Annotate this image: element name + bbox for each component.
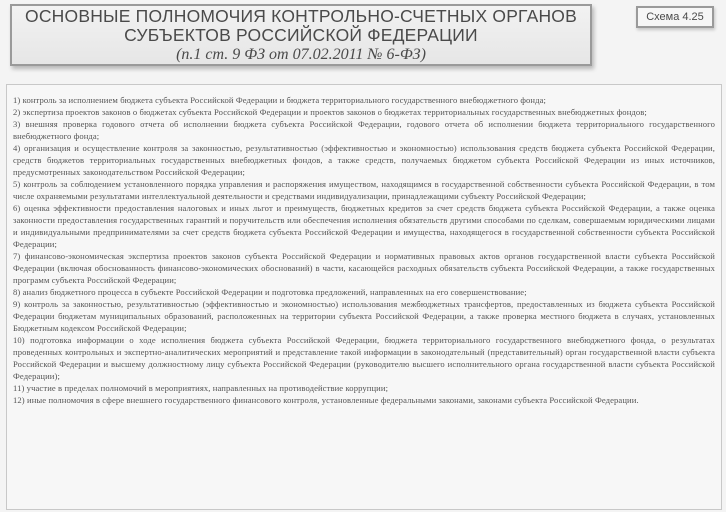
list-item: 7) финансово-экономическая экспертиза проектов законов субъекта Российской Федерации и нормативных правовых актов органов государственной власти субъекта Российской Федерации (включая обоснованность финансово-экономических обоснований) в части, касающейся расходных обязательств субъекта Российской Федерации, а также государственных программ субъекта Российской Федерации; xyxy=(13,251,715,285)
list-item: 12) иные полномочия в сфере внешнего государственного финансового контроля, установленные федеральными законами, законами субъекта Российской Федерации. xyxy=(13,395,639,405)
title-box xyxy=(10,4,592,66)
page-title-line-1: ОСНОВНЫЕ ПОЛНОМОЧИЯ КОНТРОЛЬНО-СЧЕТНЫХ ОРГАНОВ xyxy=(25,6,577,26)
list-item: 8) анализ бюджетного процесса в субъекте Российской Федерации и подготовка предложений, направленных на его совершенствование; xyxy=(13,287,527,297)
list-item: 6) оценка эффективности предоставления налоговых и иных льгот и преимуществ, бюджетных кредитов за счет средств бюджета субъекта Российской Федерации, а также оценка законности предоставления государственных гарантий и поручительств или обеспечения исполнения обязательств другими способами по сделкам, совершаемым юридическими лицами и индивидуальными предпринимателями за счет средств бюджета субъекта Российской Федерации и имущества, находящегося в государственной собственности субъекта Российской Федерации; xyxy=(13,203,715,249)
list-item: 11) участие в пределах полномочий в мероприятиях, направленных на противодействие коррупции; xyxy=(13,383,389,393)
page-title-law-reference: (п.1 ст. 9 ФЗ от 07.02.2011 № 6-ФЗ) xyxy=(176,46,426,63)
list-item: 2) экспертиза проектов законов о бюджетах субъекта Российской Федерации и проектов законов о бюджетах территориальных государственных внебюджетных фондов; xyxy=(13,107,647,117)
list-item: 9) контроль за законностью, результативностью (эффективностью и экономностью) использования межбюджетных трансфертов, предоставленных из бюджета субъекта Российской Федерации бюджетам муниципальных образований, расположенных на территории субъекта Российской Федерации, а также проверка местного бюджета в случаях, установленных Бюджетным кодексом Российской Федерации; xyxy=(13,299,715,333)
page-title-line-2: СУБЪЕКТОВ РОССИЙСКОЙ ФЕДЕРАЦИИ xyxy=(124,25,478,45)
scheme-label: Схема 4.25 xyxy=(636,6,714,28)
list-item: 3) внешняя проверка годового отчета об исполнении бюджета субъекта Российской Федерации, годового отчета об исполнении бюджета территориального государственного внебюджетного фонда; xyxy=(13,119,715,141)
powers-list xyxy=(6,84,722,510)
list-item: 4) организация и осуществление контроля за законностью, результативностью (эффективностью и экономностью) использования средств бюджета субъекта Российской Федерации, средств бюджетов территориальных государственных внебюджетных фондов, а также средств, получаемых бюджетом субъекта Российской Федерации из иных источников, предусмотренных законодательством Российской Федерации; xyxy=(13,143,715,177)
list-item: 1) контроль за исполнением бюджета субъекта Российской Федерации и бюджета территориального государственного внебюджетного фонда; xyxy=(13,95,546,105)
list-item: 10) подготовка информации о ходе исполнения бюджета субъекта Российской Федерации, бюджета территориального государственного внебюджетного фонда, о результатах проведенных контрольных и экспертно-аналитических мероприятий и представление такой информации в законодательный (представительный) орган государственной власти субъекта Российской Федерации и высшему должностному лицу субъекта Российской Федерации (руководителю высшего исполнительного органа государственной власти субъекта Российской Федерации); xyxy=(13,335,715,381)
list-item: 5) контроль за соблюдением установленного порядка управления и распоряжения имуществом, находящимся в государственной собственности субъекта Российской Федерации, в том числе охраняемыми результатами интеллектуальной деятельности и средствами индивидуализации, принадлежащими субъекту Российской Федерации; xyxy=(13,179,715,201)
